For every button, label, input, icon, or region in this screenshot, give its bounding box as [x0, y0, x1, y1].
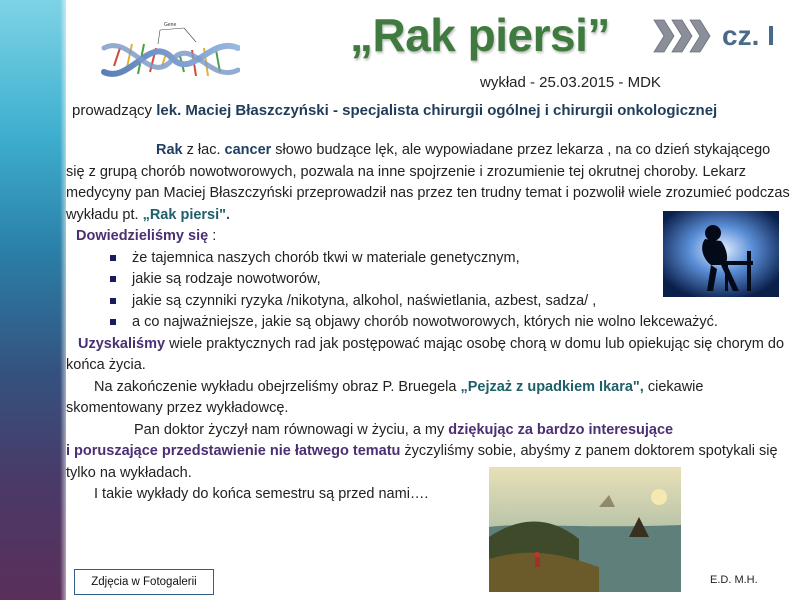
lecture-title-ref: „Rak piersi".: [142, 206, 231, 223]
thanks-paragraph: [66, 420, 790, 485]
page-title: „Rak piersi”: [350, 9, 610, 61]
lecturer-line: [72, 102, 717, 119]
intro-text-1: z łac.: [182, 142, 225, 158]
thanks-highlight-1: dziękując za bardzo interesujące: [448, 421, 674, 438]
lecturer-name: lek. Maciej Błaszczyński - specjalista chirurgii ogólnej i chirurgii onkologicznej: [156, 102, 718, 119]
closing-line: I takie wykłady do końca semestru są przed nami….: [94, 486, 429, 502]
lecture-date: wykład - 25.03.2015 - MDK: [480, 74, 661, 91]
bullet-icon: [110, 319, 116, 325]
gained-word: Uzyskaliśmy: [78, 335, 166, 352]
painting-text-1: Na zakończenie wykładu obejrzeliśmy obraz P. Bruegela: [94, 378, 461, 395]
painting-text-2: ciekawie skomentowany przez wykładowcę.: [66, 378, 704, 416]
left-gradient-band: [0, 0, 66, 600]
dna-illustration: [100, 14, 240, 94]
gallery-link-button[interactable]: Zdjęcia w Fotogalerii: [74, 569, 214, 595]
bullet-icon: [110, 298, 116, 304]
intro-text-2: słowo budzące lęk, ale wypowiadane przez lekarza , na co dzień stykającego się z grupą chorób nowotworowych, pozwala na inne spojrzenie i zrozumienie tej okrutnej choroby. Lekarz medycyny pan Maciej Błaszczyński przeprowadził nas przez ten trudny temat i pozwolił wiele zrozumieć podczas wykładu pt.: [66, 142, 790, 223]
list-item-text: a co najważniejsze, jakie są objawy chorób nowotworowych, których nie wolno lekceważyć.: [132, 314, 718, 330]
list-item-text: jakie są czynniki ryzyka /nikotyna, alkohol, naświetlania, azbest, sadza/ ,: [132, 292, 597, 309]
learned-heading-text: Dowiedzieliśmy się: [76, 228, 209, 244]
gained-paragraph: [66, 334, 790, 377]
thanks-text-1: Pan doktor życzył nam równowagi w życiu, a my: [134, 421, 449, 438]
thanks-highlight-2: i poruszające przedstawienie nie łatwego tematu: [66, 443, 401, 459]
person-photo: [663, 211, 779, 297]
dna-gene-label: Gene: [164, 22, 177, 28]
painting-paragraph: [66, 377, 790, 420]
gained-text: wiele praktycznych rad jak postępować mając osobę chorą w domu lub opiekując się chorym do końca życia.: [66, 335, 785, 373]
list-item: [66, 312, 790, 334]
bullet-icon: [110, 276, 116, 282]
article-body: [66, 140, 790, 506]
painting-photo: [489, 467, 681, 592]
list-item-text: że tajemnica naszych chorób tkwi w materiale genetycznym,: [132, 249, 520, 266]
part-label: cz. I: [722, 20, 775, 51]
lecturer-prefix: prowadzący: [72, 102, 153, 119]
list-item-text: jakie są rodzaje nowotworów,: [132, 271, 321, 287]
chevron-right-icon: [652, 18, 712, 54]
painting-title: „Pejzaż z upadkiem Ikara",: [460, 378, 644, 395]
cancer-word: cancer: [224, 142, 272, 158]
learned-colon: :: [208, 228, 217, 244]
author-initials: E.D. M.H.: [710, 574, 758, 586]
thanks-text-2: życzyliśmy sobie, abyśmy z panem doktorem spotykali się tylko na wykładach.: [66, 443, 778, 481]
bullet-icon: [110, 255, 116, 261]
rak-word: Rak: [156, 142, 183, 158]
